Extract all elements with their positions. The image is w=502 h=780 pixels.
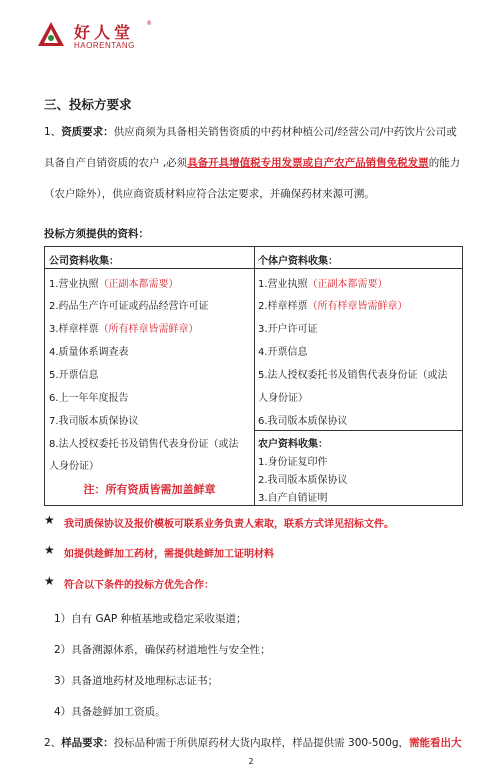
star-note: 如提供趁鲜加工药材，需提供趁鲜加工证明材料 [64, 549, 274, 560]
star-icon: ★ [44, 513, 55, 527]
qualification-label: 资质要求： [61, 126, 114, 138]
company-column [45, 247, 255, 505]
company-item: 1.营业执照（正副本都需要） [49, 279, 179, 290]
qualification-line-1: 1、资质要求：供应商须为具备相关销售资质的中药材种植公司/经营公司/中药饮片公司或 [44, 126, 457, 138]
logo-english-name: HAORENTANG [74, 41, 135, 50]
logo-chinese-name: 好人堂 [74, 23, 135, 42]
page-number: 2 [248, 757, 254, 766]
individual-column [254, 247, 462, 505]
materials-heading: 投标方须提供的资料： [44, 228, 149, 240]
company-item: 4.质量体系调查表 [49, 347, 129, 358]
company-item: 人身份证） [49, 461, 99, 472]
priority-item: 2）具备溯源体系，确保药材道地性与安全性； [54, 644, 271, 656]
company-item: 5.开票信息 [49, 370, 99, 381]
priority-item: 1）自有 GAP 种植基地或稳定采收渠道； [54, 613, 247, 625]
farmer-item: 1.身份证复印件 [258, 457, 328, 468]
star-icon: ★ [44, 574, 55, 588]
company-note: 注：所有资质皆需加盖鲜章 [83, 483, 216, 496]
company-item: 2.药品生产许可证或药品经营许可证 [49, 301, 209, 312]
individual-item: 3.开户许可证 [258, 324, 318, 335]
individual-item: 2.样章样票（所有样章皆需鲜章） [258, 301, 408, 312]
qualification-line-3: （农户除外），供应商资质材料应符合法定要求，并确保药材来源可溯。 [44, 188, 375, 200]
company-item: 7.我司版本质保协议 [49, 416, 139, 427]
company-header: 公司资料收集： [49, 256, 119, 267]
section-title: 三、投标方要求 [44, 97, 132, 112]
company-logo [36, 20, 176, 56]
individual-item: 人身份证） [258, 393, 308, 404]
farmer-item: 3.自产自销证明 [258, 493, 328, 504]
farmer-item: 2.我司版本质保协议 [258, 475, 348, 486]
individual-header: 个体户资料收集： [258, 256, 338, 267]
company-item: 3.样章样票（所有样章皆需鲜章） [49, 324, 199, 335]
star-note: 我司质保协议及报价模板可联系业务负责人索取，联系方式详见招标文件。 [64, 519, 394, 530]
qualification-line-2: 具备自产自销资质的农户 ,必须具备开具增值税专用发票或自产农产品销售免税发票的能力 [44, 157, 461, 169]
logo-mark-icon [36, 20, 66, 50]
sample-requirement-line: 2、样品要求：投标品种需于所供原药材大货内取样，样品提供需 300-500g，需能看出大 [44, 737, 462, 749]
invoice-requirement: 具备开具增值税专用发票或自产农产品销售免税发票 [187, 157, 429, 169]
sample-label: 样品要求： [61, 737, 114, 749]
individual-item: 4.开票信息 [258, 347, 308, 358]
company-item: 6.上一年年度报告 [49, 393, 129, 404]
logo-registered-mark: ® [146, 20, 152, 27]
farmer-header: 农户资料收集： [258, 439, 328, 450]
company-item: 8.法人授权委托书及销售代表身份证（或法 [49, 439, 239, 450]
individual-item: 6.我司版本质保协议 [258, 416, 348, 427]
star-icon: ★ [44, 543, 55, 557]
priority-item: 3）具备道地药材及地理标志证书； [54, 675, 219, 687]
individual-item: 5.法人授权委托书及销售代表身份证（或法 [258, 370, 448, 381]
materials-table [44, 246, 463, 506]
priority-item: 4）具备趁鲜加工资质。 [54, 706, 166, 718]
individual-item: 1.营业执照（正副本都需要） [258, 279, 388, 290]
star-note: 符合以下条件的投标方优先合作： [64, 580, 214, 591]
